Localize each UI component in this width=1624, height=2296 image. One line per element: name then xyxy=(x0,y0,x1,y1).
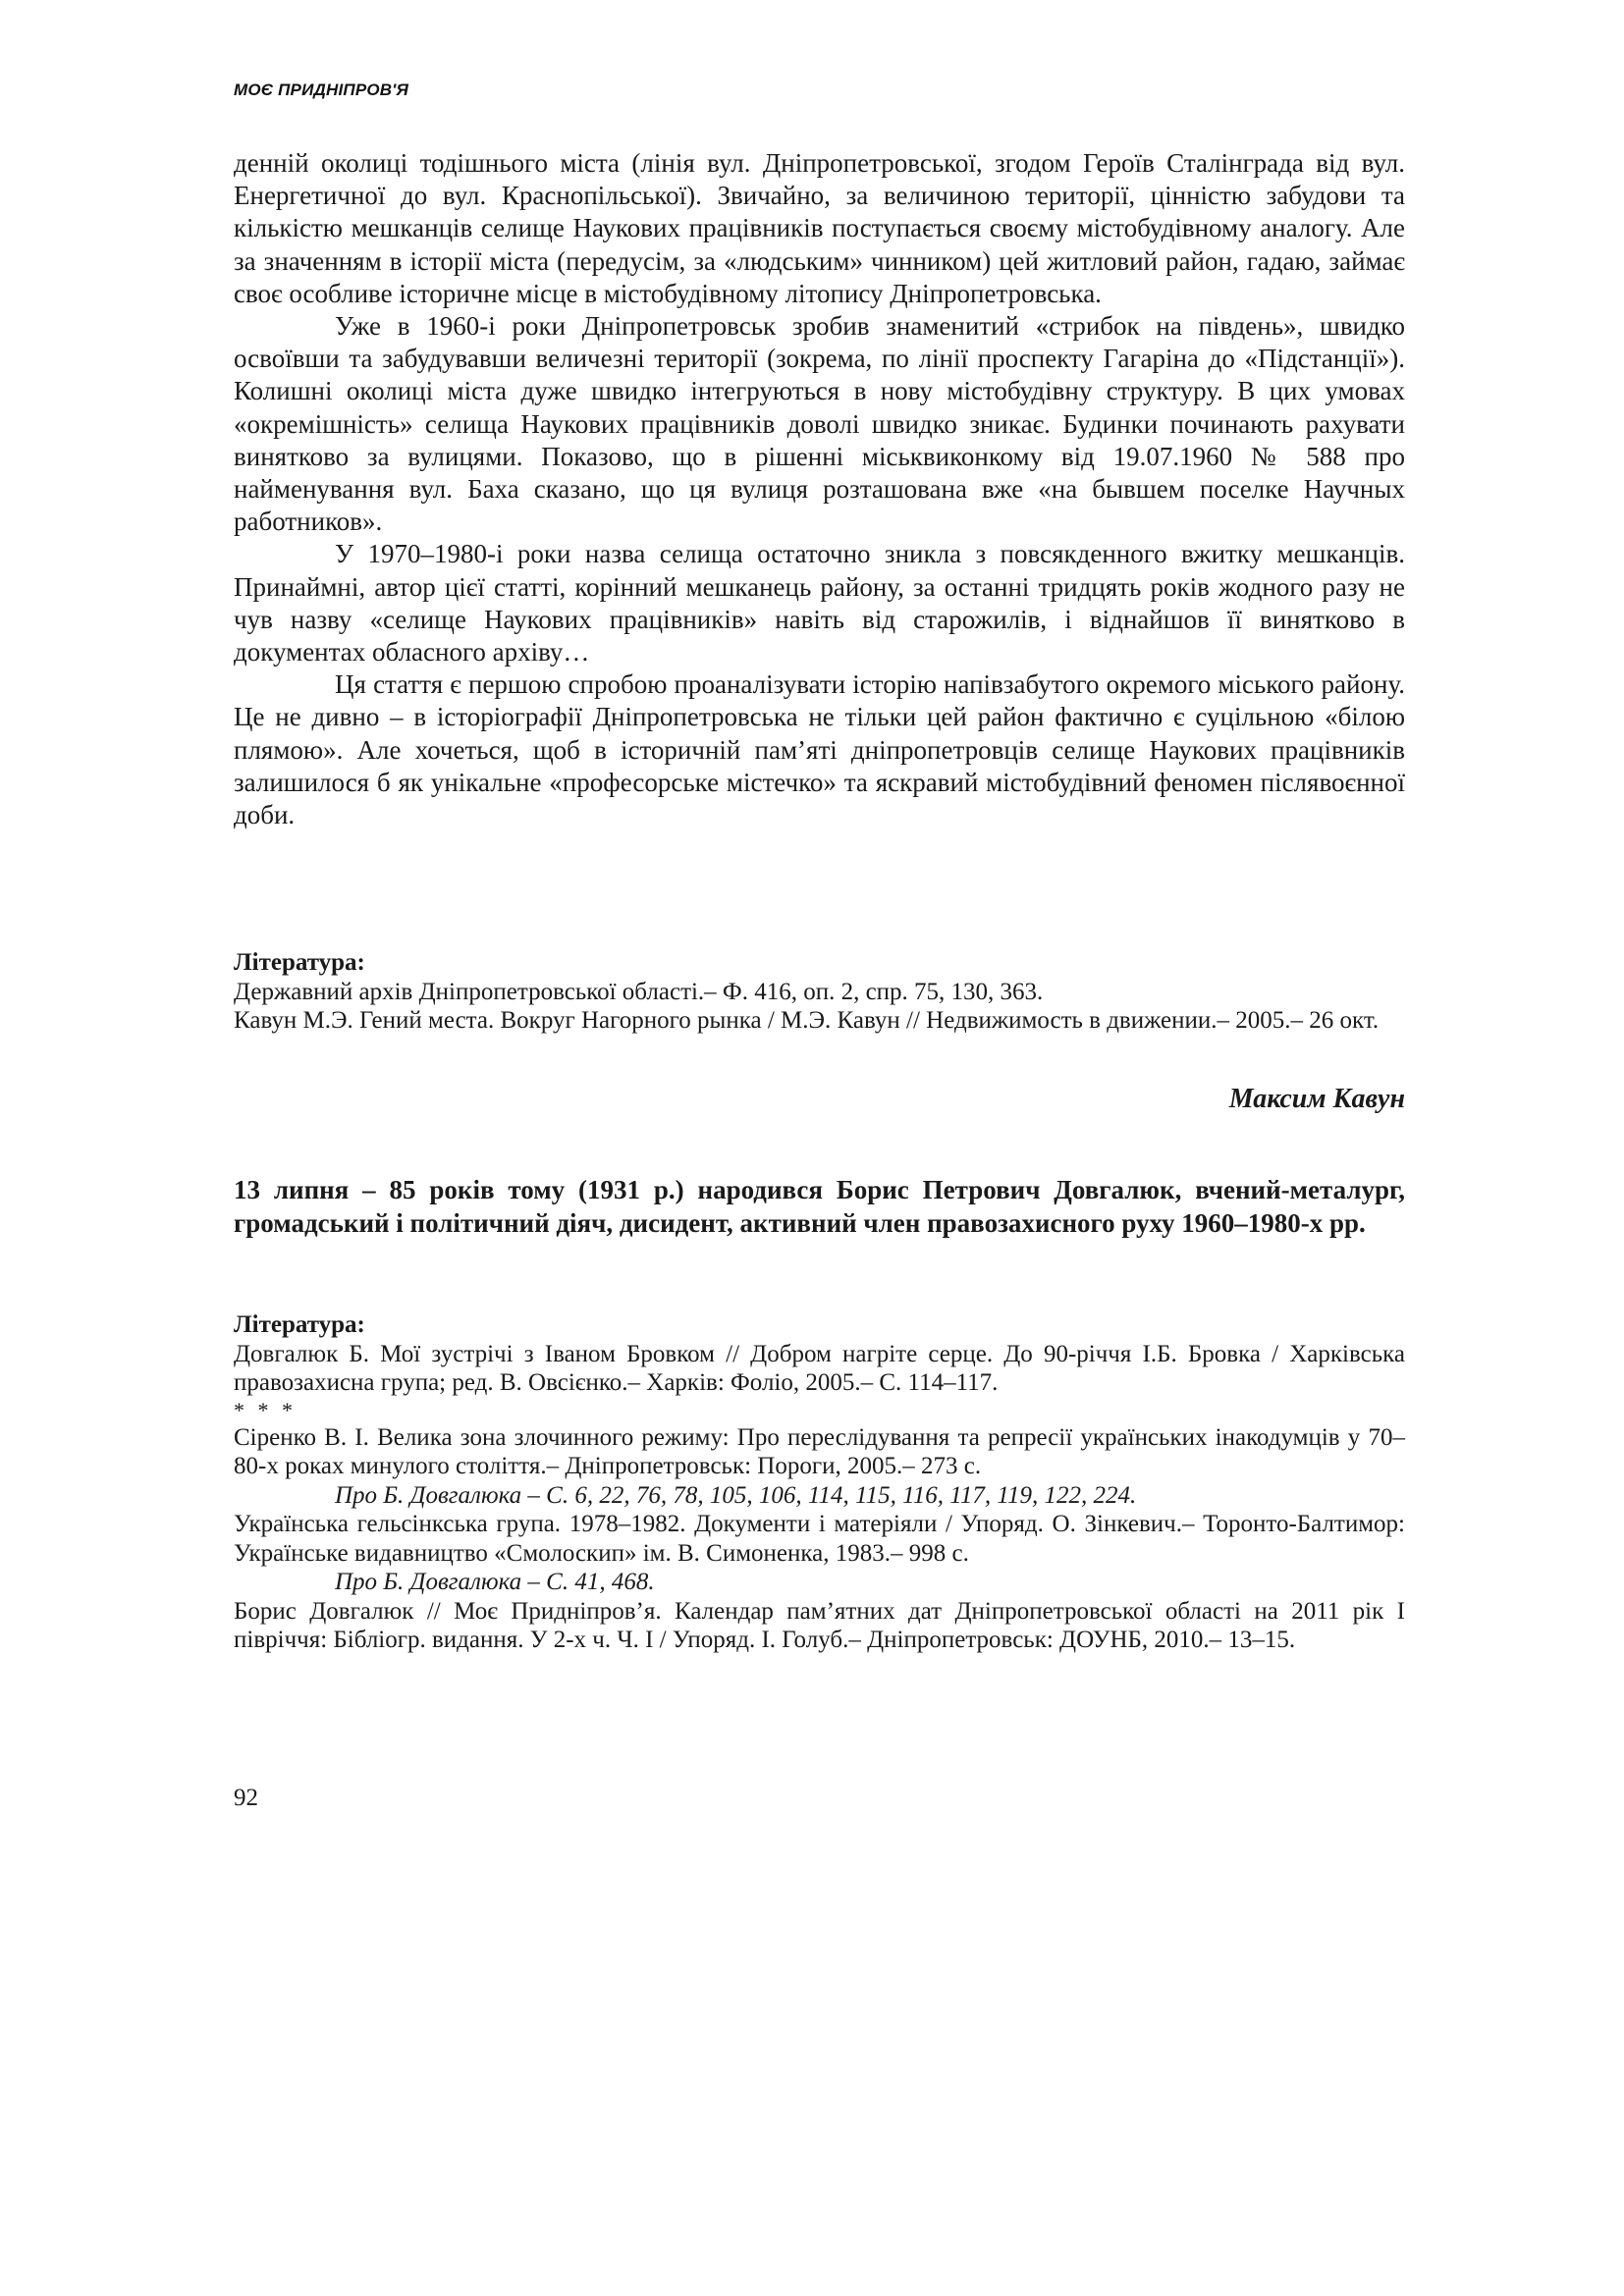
event-heading: 13 липня – 85 років тому (1931 р.) народився Борис Петрович Довгалюк, вчений-металург, громадський і політичний діяч, дисидент, активний член правозахисного руху 1960–1980-х рр. xyxy=(234,1175,1405,1238)
article-paragraph: Уже в 1960-і роки Дніпропетровськ зробив знаменитий «стрибок на південь», швидко освоївши та забудувавши величезні території (зокрема, по лінії проспекту Гагаріна до «Підстанції»). Колишні околиці міста дуже швидко інтегруються в нову містобудівну структуру. В цих умовах «окремішність» селища Наукових працівників доволі швидко зникає. Будинки починають рахувати винятково за вулицями. Показово, що в рішенні міськвиконкому від 19.07.1960 № 588 про найменування вул. Баха сказано, що ця вулиця розташована вже «на бывшем поселке Научных работников». xyxy=(234,311,1405,537)
literature-item: Довгалюк Б. Мої зустрічі з Іваном Бровком // Добром нагріте серце. До 90-річчя І.Б. Бровка / Харківська правозахисна група; ред. В. Овсієнко.– Харків: Фоліо, 2005.– С. 114–117. xyxy=(234,1340,1405,1396)
article-paragraph: Ця стаття є першою спробою проаналізувати історію напівзабутого окремого міського району. Це не дивно – в історіографії Дніпропетровська не тільки цей район фактично є суцільною «білою плямою». Але хочеться, щоб в історичній пам’яті дніпропетровців селище Наукових працівників залишилося б як унікальне «професорське містечко» та яскравий містобудівний феномен післявоєнної доби. xyxy=(234,669,1405,830)
literature-note: Про Б. Довгалюка – С. 6, 22, 76, 78, 105, 106, 114, 115, 116, 117, 119, 122, 224. xyxy=(335,1481,1137,1509)
literature-item: Українська гельсінкська група. 1978–1982. Документи і матеріяли / Упоряд. О. Зінкевич.– Торонто-Балтимор: Українське видавництво «Смолоскип» ім. В. Симоненка, 1983.– 998 с. xyxy=(234,1511,1405,1567)
article-paragraph: У 1970–1980-і роки назва селища остаточно зникла з повсякденного вжитку мешканців. Принаймні, автор цієї статті, корінний мешканець району, за останні тридцять років жодного разу не чув назву «селище Наукових працівників» навіть від старожилів, і віднайшов її винятково в документах обласного архіву… xyxy=(234,539,1405,667)
literature-item: Державний архів Дніпропетровської області.– Ф. 416, оп. 2, спр. 75, 130, 363. xyxy=(234,978,1044,1005)
running-header: МОЄ ПРИДНІПРОВ'Я xyxy=(234,80,409,99)
article-paragraph: денній околиці тодішнього міста (лінія вул. Дніпропетровської, згодом Героїв Сталінграда від вул. Енергетичної до вул. Краснопільської). Звичайно, за величиною території, цінністю забудови та кількістю мешканців селище Наукових працівників поступається своєму містобудівному аналогу. Але за значенням в історії міста (передусім, за «людським» чинником) цей житловий район, гадаю, займає своє особливе історичне місце в містобудівному літопису Дніпропетровська. xyxy=(234,148,1405,308)
literature-item: Сіренко В. І. Велика зона злочинного режиму: Про переслідування та репресії українських інакодумців у 70–80-х роках минулого століття.– Дніпропетровськ: Пороги, 2005.– 273 с. xyxy=(234,1423,1405,1479)
page-number: 92 xyxy=(234,1785,258,1811)
article-author: Максим Кавун xyxy=(1228,1084,1405,1114)
literature-item: Кавун М.Э. Гений места. Вокруг Нагорного рынка / М.Э. Кавун // Недвижимость в движении.– 2005.– 26 окт. xyxy=(234,1007,1380,1034)
event-literature xyxy=(234,1310,1405,1655)
literature-note: Про Б. Довгалюка – С. 41, 468. xyxy=(335,1569,655,1595)
literature-item: Борис Довгалюк // Моє Придніпров’я. Календар пам’ятних дат Дніпропетровської області на 2011 рік І півріччя: Бібліогр. видання. У 2-х ч. Ч. І / Упоряд. І. Голуб.– Дніпропетровськ: ДОУНБ, 2010.– 13–15. xyxy=(234,1597,1405,1653)
literature-heading: Література: xyxy=(234,1311,365,1338)
article-literature xyxy=(234,948,1405,1036)
literature-heading: Література: xyxy=(234,949,365,976)
article-body xyxy=(234,147,1405,831)
literature-separator: * * * xyxy=(234,1397,297,1422)
